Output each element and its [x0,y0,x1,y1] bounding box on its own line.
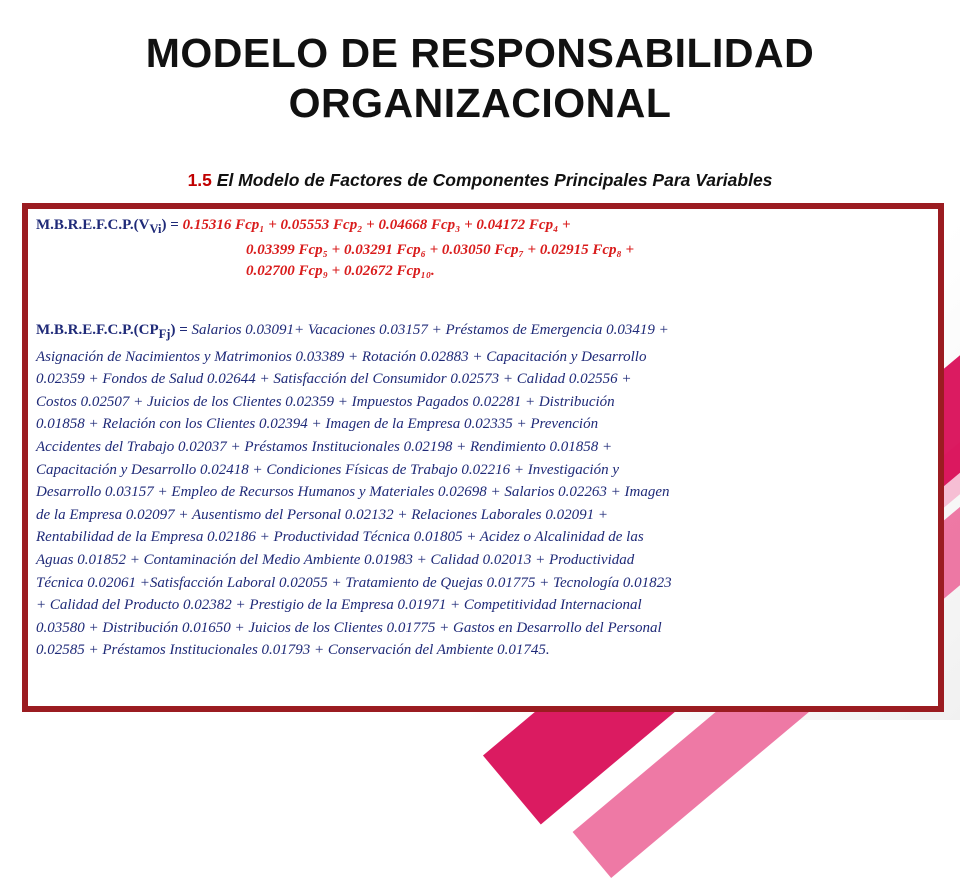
formula1-line-1 [36,215,926,240]
formula2-line: + Calidad del Producto 0.02382 + Prestigio de la Empresa 0.01971 + Competitividad Internacional [36,597,642,614]
formula-variables [36,215,926,282]
formula2-line: Costos 0.02507 + Juicios de los Clientes 0.02359 + Impuestos Pagados 0.02281 + Distribución [36,393,615,410]
formula-box [22,203,944,712]
title-line-1: MODELO DE RESPONSABILIDAD [145,30,815,76]
formula2-line: 0.02585 + Préstamos Institucionales 0.01793 + Conservación del Ambiente 0.01745. [36,642,550,659]
formula1-rhs-line: 0.02700 Fcp₉ + 0.02672 Fcp₁₀. [246,263,435,279]
slide-title [0,28,960,128]
formula2-line: Aguas 0.01852 + Contaminación del Medio Ambiente 0.01983 + Calidad 0.02013 + Productividad [36,551,635,568]
slide-subtitle [0,170,960,191]
formula1-lhs-sub: Vi [149,222,162,236]
formula1-lhs-end: ) [161,217,167,233]
formula2-line: Accidentes del Trabajo 0.02037 + Préstamos Institucionales 0.02198 + Rendimiento 0.01858 + [36,438,613,455]
formula1-rhs-line: 0.03399 Fcp₅ + 0.03291 Fcp₆ + 0.03050 Fcp₇ + 0.02915 Fcp₈ + [246,242,635,258]
formula2-line: de la Empresa 0.02097 + Ausentismo del Personal 0.02132 + Relaciones Laborales 0.02091 + [36,506,608,523]
formula2-eq: = [175,322,192,338]
formula2-line-1 [36,319,914,346]
formula1-rhs-line: 0.15316 Fcp₁ + 0.05553 Fcp₂ + 0.04668 Fcp₃ + 0.04172 Fcp₄ + [182,217,571,233]
formula2-lhs: M.B.R.E.F.C.P.(CP [36,322,159,338]
formula2-first-terms: Salarios 0.03091+ Vacaciones 0.03157 + Préstamos de Emergencia 0.03419 + [191,322,669,338]
formula2-line: 0.02359 + Fondos de Salud 0.02644 + Satisfacción del Consumidor 0.02573 + Calidad 0.02556 + [36,371,632,388]
formula1-lhs: M.B.R.E.F.C.P.(V [36,217,150,233]
formula1-eq: = [166,217,183,233]
title-line-2: ORGANIZACIONAL [288,80,672,126]
formula2-line: Asignación de Nacimientos y Matrimonios 0.03389 + Rotación 0.02883 + Capacitación y Desarrollo [36,348,647,365]
formula2-line: Técnica 0.02061 +Satisfacción Laboral 0.02055 + Tratamiento de Quejas 0.01775 + Tecnología 0.01823 [36,574,672,591]
formula2-lhs-sub: Fj [158,327,171,341]
formula2-lhs-end: ) [170,322,176,338]
formula2-line: 0.01858 + Relación con los Clientes 0.02394 + Imagen de la Empresa 0.02335 + Prevención [36,416,599,433]
formula2-line: Capacitación y Desarrollo 0.02418 + Condiciones Físicas de Trabajo 0.02216 + Investigación y [36,461,619,478]
formula2-line: Rentabilidad de la Empresa 0.02186 + Productividad Técnica 0.01805 + Acidez o Alcalinidad de las [36,529,644,546]
formula-factors [36,319,914,662]
formula2-line: 0.03580 + Distribución 0.01650 + Juicios de los Clientes 0.01775 + Gastos en Desarrollo del Personal [36,619,662,636]
subtitle-number: 1.5 [187,170,212,190]
subtitle-text: El Modelo de Factores de Componentes Principales Para Variables [216,170,773,190]
formula2-line: Desarrollo 0.03157 + Empleo de Recursos Humanos y Materiales 0.02698 + Salarios 0.02263 + Imagen [36,484,670,501]
